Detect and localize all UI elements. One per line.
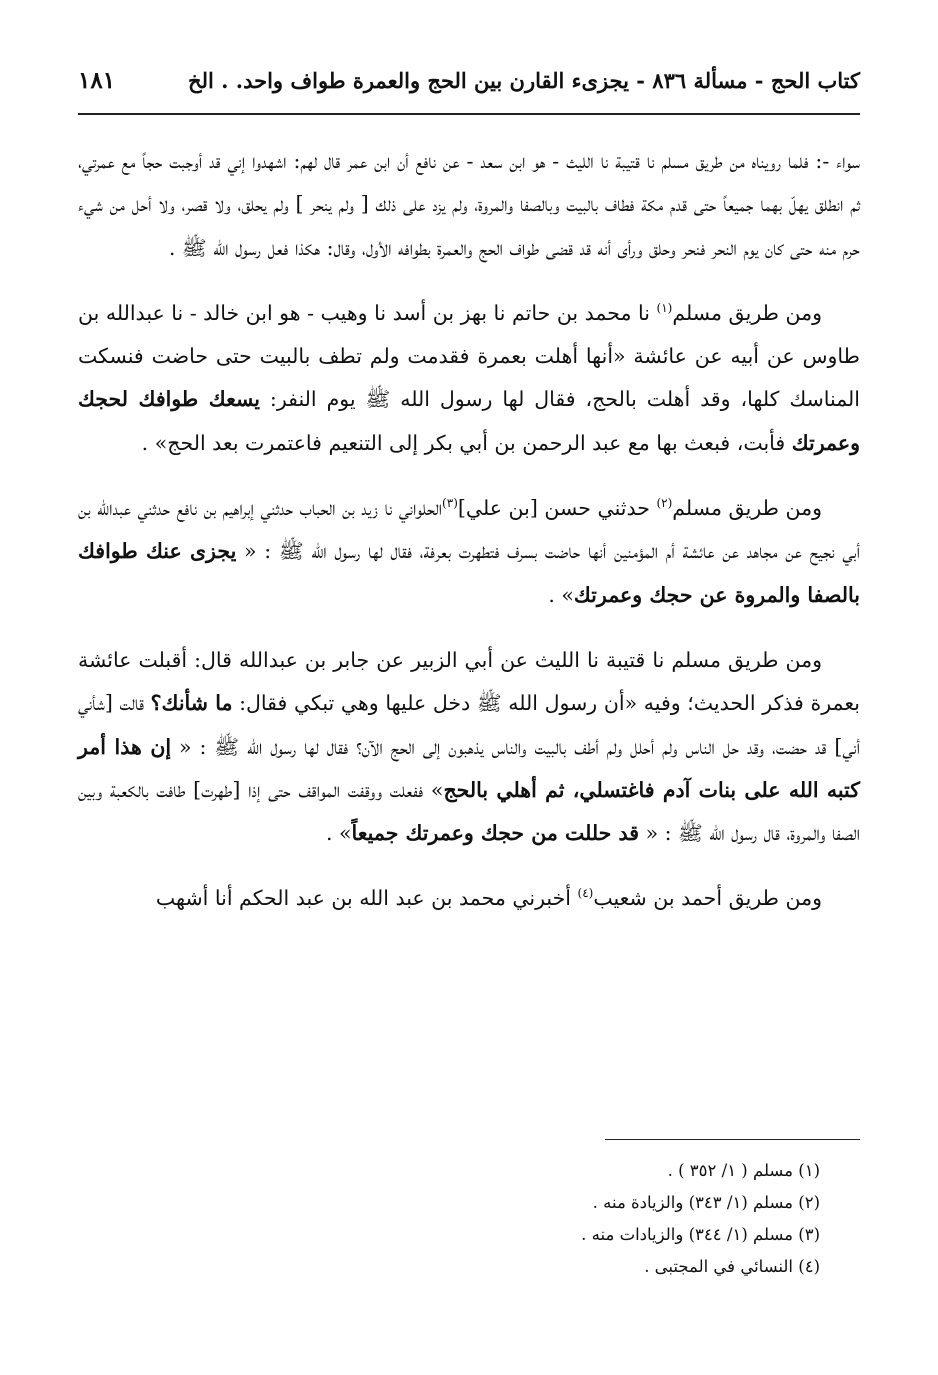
text-run: ومن طريق أحمد بن شعيب: [593, 886, 822, 911]
hadith-quote: يجزى عنك طوافك بالصفا والمروة عن حجك وعمرتك: [78, 539, 860, 607]
footnotes: [581, 1155, 820, 1283]
footnote-item: (٤) النسائي في المجتبى .: [644, 1257, 820, 1276]
footnote-marker: (٢): [656, 496, 673, 511]
hadith-quote: قد حللت من حجك وعمرتك جميعاً: [351, 821, 640, 846]
footnote-marker: (٤): [577, 886, 594, 901]
text-run: حدثني حسن [بن علي]: [457, 496, 657, 521]
main-text: [78, 140, 860, 943]
paragraph: [78, 487, 860, 617]
hadith-quote: إن هذا أمر كتبه الله على بنات آدم فاغتسلي، ثم أهلي بالحج: [78, 734, 861, 802]
text-run: » ففعلت ووقفت المواقف حتى إذا [طهرت] طافت بالكعبة وبين الصفا والمروة، قال رسول الله ﷺ : «: [78, 777, 860, 846]
footnote-separator: [605, 1139, 860, 1140]
hadith-quote: يسعك طوافك لحجك وعمرتك: [78, 387, 860, 455]
text-run: الحلواني نا زيد بن الحباب حدثني إبراهيم بن نافع حدثني عبدالله بن أبي نجيح عن مجاهد عن عائشة أم المؤمنين أنها حاضت بسرف فتطهرت بعرفة، فقال لها رسول الله ﷺ : «: [78, 496, 860, 564]
running-title: كتاب الحج - مسألة ٨٣٦ - يجزىء القارن بين الحج والعمرة طواف واحد. . الخ: [188, 67, 860, 93]
text-run: » .: [548, 582, 574, 607]
running-header: [78, 52, 860, 108]
hadith-quote: ما شأنك؟: [150, 691, 233, 716]
footnote-marker: (١): [656, 301, 673, 316]
text-run: ومن طريق مسلم: [672, 496, 822, 521]
paragraph: [78, 140, 860, 270]
footnote-marker: (٣): [442, 496, 458, 511]
paragraph: [78, 292, 860, 465]
text-run: سواء -: فلما رويناه من طريق مسلم نا قتيبة نا الليث - هو ابن سعد - عن نافع أن ابن عمر قال لهم: اشهدوا إني قد أوجبت حجاً مع عمرتي، ثم انطلق يهلّ بهما جميعاً حتى قدم مكة فطاف بالبيت وبالصفا والمروة، ولم يزد على ذلك [ ولم ينحر ] ولم يحلق، ولا قصر، ولا أحل من شيء حرم منه حتى كان يوم النحر فنحر وحلق ورأى أنه قد قضى طواف الحج والعمرة بطوافه الأول، وقال: هكذا فعل رسول الله ﷺ .: [78, 149, 860, 260]
page-number: ١٨١: [78, 66, 116, 94]
text-run: فأبت، فبعث بها مع عبد الرحمن بن أبي بكر إلى التنعيم فاعتمرت بعد الحج» .: [141, 430, 792, 455]
text-run: نا محمد بن حاتم نا بهز بن أسد نا وهيب - هو ابن خالد - نا عبدالله بن طاوس عن أبيه عن عائشة «أنها أهلت بعمرة فقدمت ولم تطف بالبيت حتى حاضت فنسكت المناسك كلها، وقد أهلت بالحج، فقال لها رسول الله ﷺ يوم النفر:: [78, 300, 860, 412]
text-run: ومن طريق مسلم: [672, 300, 822, 325]
text-run: ومن طريق مسلم نا قتيبة نا الليث عن أبي الزبير عن جابر بن عبدالله قال: أقبلت عائشة بعمرة فذكر الحديث؛ وفيه «أن رسول الله ﷺ دخل عليها وهي تبكي فقال:: [78, 647, 860, 716]
paragraph: [78, 877, 860, 920]
footnote-item: (١) مسلم ( ١/ ٣٥٢ ) .: [667, 1161, 820, 1180]
text-run: » .: [325, 821, 352, 846]
header-rule: [78, 113, 860, 115]
text-run: أخبرني محمد بن عبد الله بن عبد الحكم أنا أشهب: [155, 886, 578, 911]
text-run: قالت [شأني أني] قد حضت، وقد حل الناس ولم أحلل ولم أطف بالبيت والناس يذهبون إلى الحج الآن؟ فقال لها رسول الله ﷺ : «: [78, 691, 860, 759]
paragraph: [78, 639, 860, 855]
footnote-item: (٣) مسلم (١/ ٣٤٤) والزيادات منه .: [581, 1225, 820, 1244]
footnote-item: (٢) مسلم (١/ ٣٤٣) والزيادة منه .: [592, 1193, 820, 1212]
